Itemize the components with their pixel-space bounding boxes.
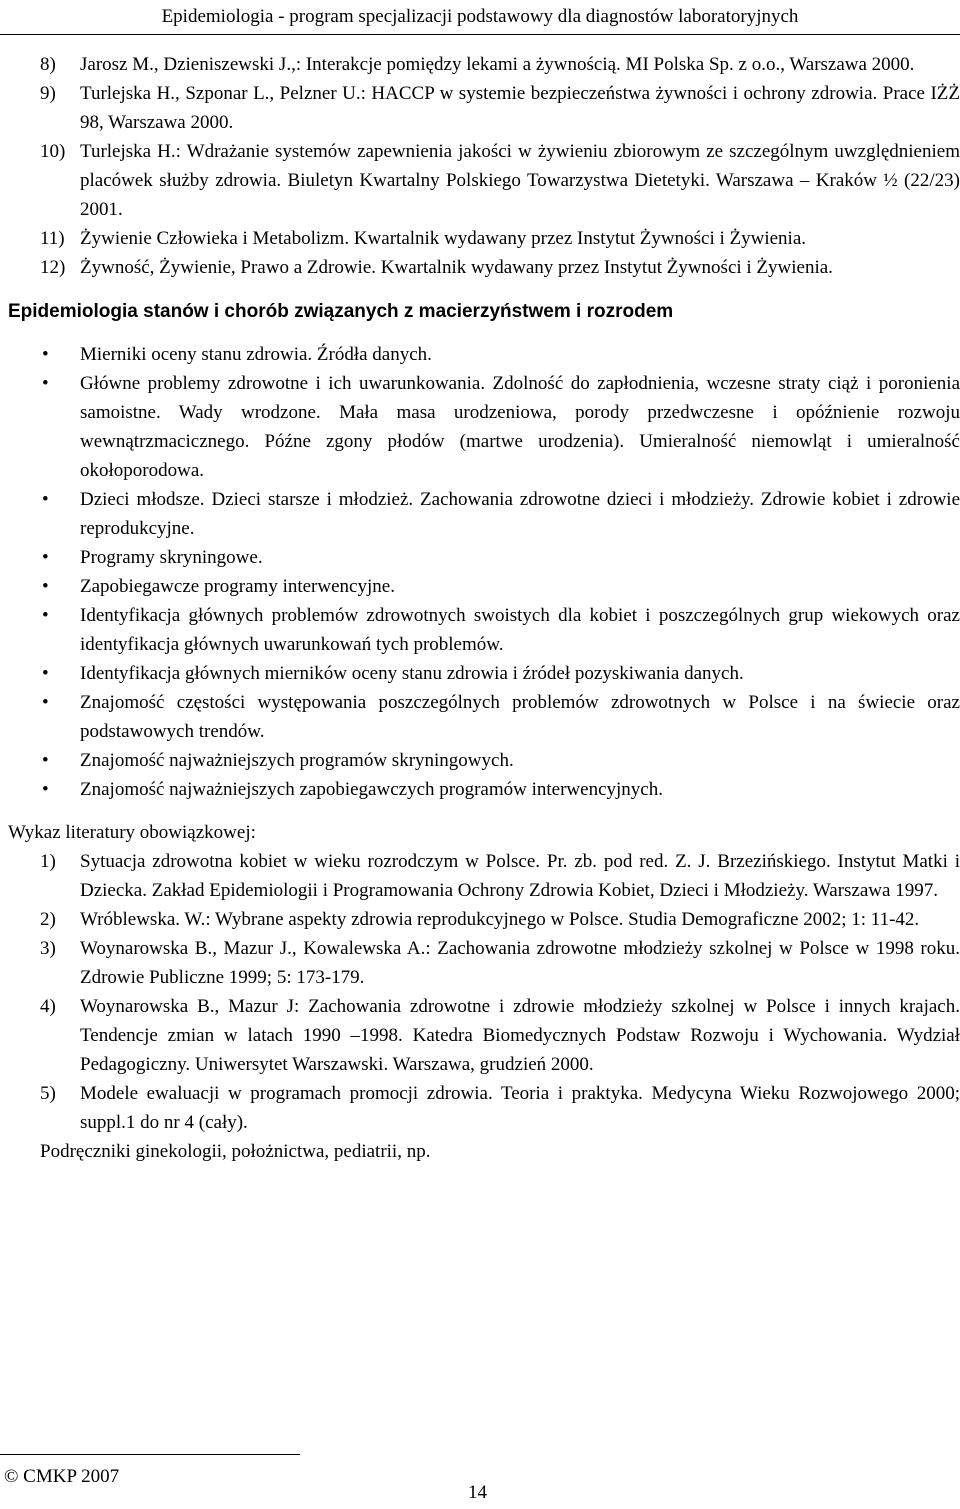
reference-text: Turlejska H.: Wdrażanie systemów zapewnienia jakości w żywieniu zbiorowym ze szczególnym uwzględnieniem placówek służby zdrowia. Biuletyn Kwartalny Polskiego Towarzystwa Dietetyki. Warszawa – Kraków ½ (22/23) 2001. xyxy=(80,141,960,220)
literature-number: 1) xyxy=(40,851,56,872)
section-bullet-list xyxy=(0,340,960,804)
bullet-item: • Identyfikacja głównych problemów zdrowotnych swoistych dla kobiet i poszczególnych grup wiekowych oraz identyfikacja głównych uwarunkowań tych problemów. xyxy=(0,601,960,659)
reference-item xyxy=(0,79,960,137)
page-number: 14 xyxy=(468,1482,487,1503)
literature-list xyxy=(0,847,960,1137)
page-content xyxy=(0,50,960,1166)
literature-number: 5) xyxy=(40,1083,56,1104)
reference-text: Jarosz M., Dzieniszewski J.,: Interakcje pomiędzy lekami a żywnością. MI Polska Sp. z o.o., Warszawa 2000. xyxy=(80,54,915,75)
literature-item xyxy=(0,934,960,992)
reference-number: 12) xyxy=(40,257,66,278)
reference-number: 8) xyxy=(40,54,56,75)
literature-text: Woynarowska B., Mazur J., Kowalewska A.: Zachowania zdrowotne młodzieży szkolnej w Polsce w 1998 roku. Zdrowie Publiczne 1999; 5: 173-179. xyxy=(80,938,960,988)
bullet-item: • Mierniki oceny stanu zdrowia. Źródła danych. xyxy=(0,340,960,369)
literature-item xyxy=(0,992,960,1079)
page-footer xyxy=(0,1454,960,1509)
literature-text: Woynarowska B., Mazur J: Zachowania zdrowotne i zdrowie młodzieży szkolnej w Polsce i innych krajach. Tendencje zmian w latach 1990 –1998. Katedra Biomedycznych Podstaw Rozwoju i Wychowania. Wydział Pedagogiczny. Uniwersytet Warszawski. Warszawa, grudzień 2000. xyxy=(80,996,960,1075)
bullet-item: • Znajomość najważniejszych programów skryningowych. xyxy=(0,746,960,775)
bullet-item: • Główne problemy zdrowotne i ich uwarunkowania. Zdolność do zapłodnienia, wczesne straty ciąż i poronienia samoistne. Wady wrodzone. Mała masa urodzeniowa, porody przedwczesne i opóźnienie rozwoju wewnątrzmacicznego. Późne zgony płodów (martwe urodzenia). Umieralność niemowląt i umieralność okołoporodowa. xyxy=(0,369,960,485)
bullet-item: • Dzieci młodsze. Dzieci starsze i młodzież. Zachowania zdrowotne dzieci i młodzieży. Zdrowie kobiet i zdrowie reprodukcyjne. xyxy=(0,485,960,543)
header-title: Epidemiologia - program specjalizacji podstawowy dla diagnostów laboratoryjnych xyxy=(161,6,799,27)
literature-number: 3) xyxy=(40,938,56,959)
literature-text: Sytuacja zdrowotna kobiet w wieku rozrodczym w Polsce. Pr. zb. pod red. Z. J. Brzezińskiego. Instytut Matki i Dziecka. Zakład Epidemiologii i Programowania Ochrony Zdrowia Kobiet, Dzieci i Młodzieży. Warszawa 1997. xyxy=(80,851,960,901)
footer-rule xyxy=(0,1454,300,1455)
reference-item xyxy=(0,224,960,253)
reference-item xyxy=(0,253,960,282)
bullet-item: • Znajomość częstości występowania poszczególnych problemów zdrowotnych w Polsce i na świecie oraz podstawowych trendów. xyxy=(0,688,960,746)
bullet-item: • Znajomość najważniejszych zapobiegawczych programów interwencyjnych. xyxy=(0,775,960,804)
reference-number: 9) xyxy=(40,83,56,104)
reference-number: 11) xyxy=(40,228,65,249)
bullet-item: • Zapobiegawcze programy interwencyjne. xyxy=(0,572,960,601)
literature-number: 2) xyxy=(40,909,56,930)
literature-number: 4) xyxy=(40,996,56,1017)
page-header xyxy=(0,0,960,35)
footer-copyright: © CMKP 2007 xyxy=(4,1466,120,1487)
literature-text: Modele ewaluacji w programach promocji zdrowia. Teoria i praktyka. Medycyna Wieku Rozwojowego 2000; suppl.1 do nr 4 (cały). xyxy=(80,1083,960,1133)
literature-title: Wykaz literatury obowiązkowej: xyxy=(8,822,256,843)
literature-text: Wróblewska. W.: Wybrane aspekty zdrowia reprodukcyjnego w Polsce. Studia Demograficzne 2002; 1: 11-42. xyxy=(80,909,920,930)
reference-text: Żywność, Żywienie, Prawo a Zdrowie. Kwartalnik wydawany przez Instytut Żywności i Żywienia. xyxy=(80,257,833,278)
literature-tail-note: Podręczniki ginekologii, położnictwa, pediatrii, np. xyxy=(40,1141,431,1162)
reference-text: Turlejska H., Szponar L., Pelzner U.: HACCP w systemie bezpieczeństwa żywności i ochrony zdrowia. Prace IŻŻ 98, Warszawa 2000. xyxy=(80,83,960,133)
references-top-list xyxy=(0,50,960,282)
reference-text: Żywienie Człowieka i Metabolizm. Kwartalnik wydawany przez Instytut Żywności i Żywienia. xyxy=(80,228,807,249)
reference-number: 10) xyxy=(40,141,66,162)
literature-item xyxy=(0,905,960,934)
bullet-item: • Identyfikacja głównych mierników oceny stanu zdrowia i źródeł pozyskiwania danych. xyxy=(0,659,960,688)
section-title: Epidemiologia stanów i chorób związanych z macierzyństwem i rozrodem xyxy=(8,301,674,322)
bullet-item: • Programy skryningowe. xyxy=(0,543,960,572)
reference-item xyxy=(0,50,960,79)
literature-item xyxy=(0,1079,960,1137)
literature-item xyxy=(0,847,960,905)
reference-item xyxy=(0,137,960,224)
